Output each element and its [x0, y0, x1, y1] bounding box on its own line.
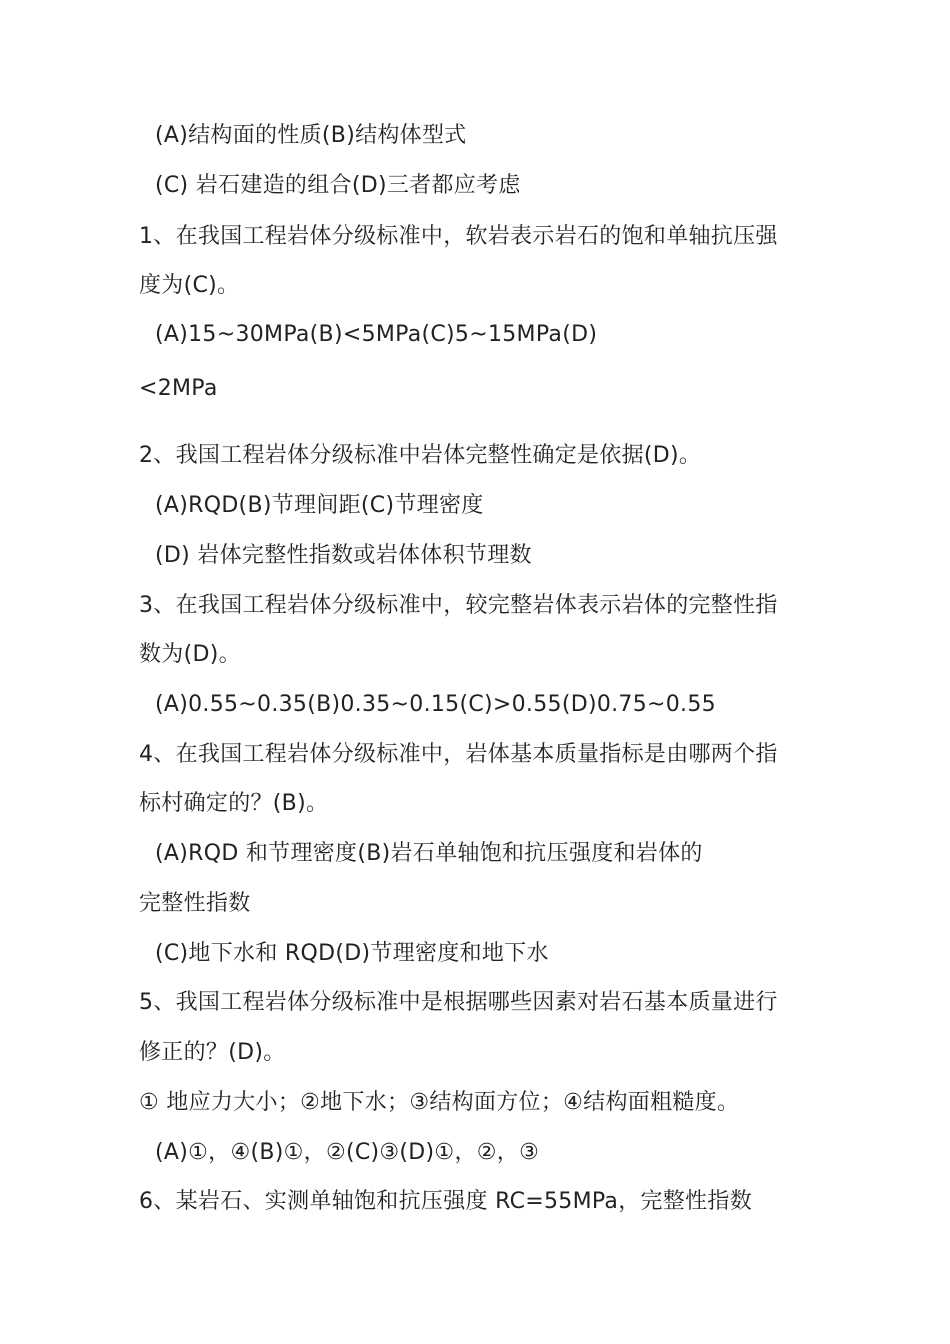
option-line: (A)①，④(B)①，②(C)③(D)①，②，③	[155, 1140, 540, 1165]
question-1-line: 度为(C)。	[139, 273, 240, 298]
option-line: <2MPa	[139, 376, 218, 401]
question-1-line: 1、在我国工程岩体分级标准中，软岩表示岩石的饱和单轴抗压强	[139, 224, 778, 249]
option-line: 完整性指数	[139, 891, 251, 916]
option-line: (A)15~30MPa(B)<5MPa(C)5~15MPa(D)	[155, 322, 598, 347]
question-4-line: 标村确定的？(B)。	[139, 791, 329, 816]
option-line: (D) 岩体完整性指数或岩体体积节理数	[155, 543, 532, 568]
question-3-line: 数为(D)。	[139, 642, 241, 667]
option-line: (A)结构面的性质(B)结构体型式	[155, 123, 467, 148]
question-5-line: 5、我国工程岩体分级标准中是根据哪些因素对岩石基本质量进行	[139, 990, 778, 1015]
factor-list-line: ① 地应力大小；②地下水；③结构面方位；④结构面粗糙度。	[139, 1090, 740, 1115]
question-2-line: 2、我国工程岩体分级标准中岩体完整性确定是依据(D)。	[139, 443, 702, 468]
option-line: (C)地下水和 RQD(D)节理密度和地下水	[155, 941, 549, 966]
option-line: (C) 岩石建造的组合(D)三者都应考虑	[155, 173, 521, 198]
question-5-line: 修正的？(D)。	[139, 1040, 286, 1065]
question-4-line: 4、在我国工程岩体分级标准中，岩体基本质量指标是由哪两个指	[139, 742, 778, 767]
question-3-line: 3、在我国工程岩体分级标准中，较完整岩体表示岩体的完整性指	[139, 593, 778, 618]
option-line: (A)RQD 和节理密度(B)岩石单轴饱和抗压强度和岩体的	[155, 841, 703, 866]
option-line: (A)0.55~0.35(B)0.35~0.15(C)>0.55(D)0.75~0.55	[155, 692, 716, 717]
question-6-line: 6、某岩石、实测单轴饱和抗压强度 RC=55MPa，完整性指数	[139, 1189, 753, 1214]
option-line: (A)RQD(B)节理间距(C)节理密度	[155, 493, 484, 518]
